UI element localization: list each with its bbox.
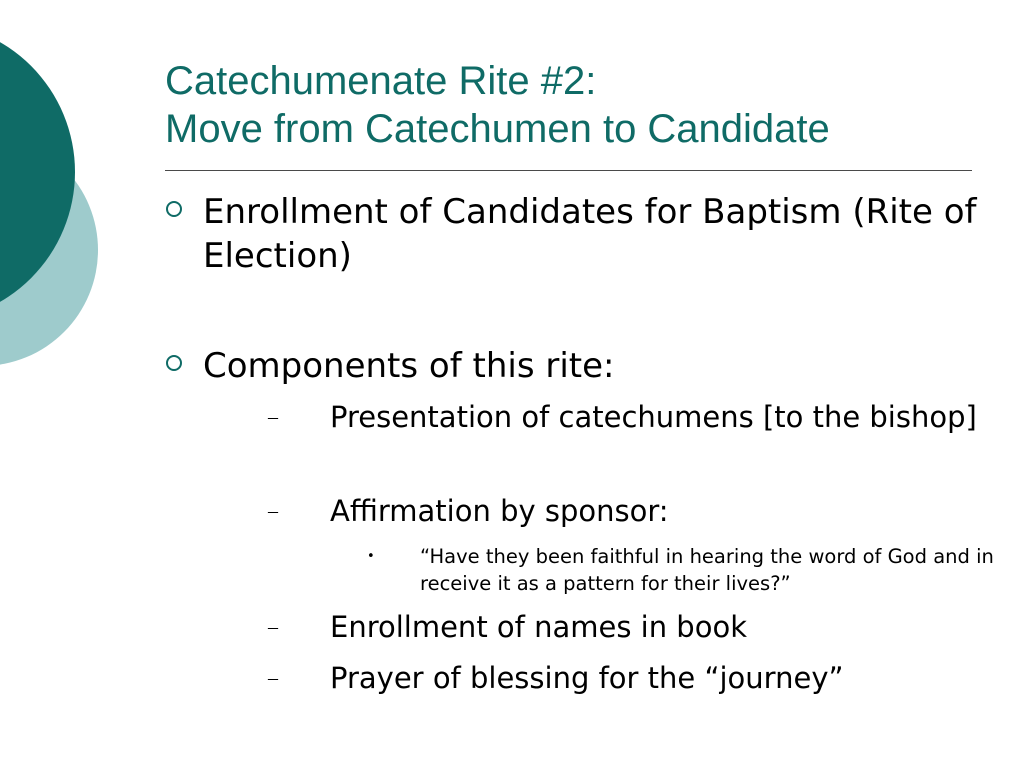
- sub-item-text: Presentation of catechumens [to the bishop]: [330, 400, 977, 434]
- dot-bullet-icon: •: [367, 549, 375, 564]
- circle-bullet-icon: [166, 201, 182, 217]
- title-line-2: Move from Catechumen to Candidate: [165, 107, 830, 151]
- bullet-item: [203, 190, 1003, 278]
- bullet-text: Components of this rite:: [203, 346, 615, 386]
- sub-item: [268, 606, 990, 649]
- quote-item: [367, 543, 1020, 597]
- sub-item-text: Prayer of blessing for the “journey”: [330, 661, 844, 695]
- quote-text: “Have they been faithful in hearing the word of God and in receive it as a pattern for their lives?”: [420, 545, 994, 595]
- title-line-1: Catechumenate Rite #2:: [165, 59, 597, 103]
- circle-bullet-icon: [166, 355, 182, 371]
- sub-item-text: Enrollment of names in book: [330, 610, 747, 644]
- bullet-text: Enrollment of Candidates for Baptism (Rite of Election): [203, 192, 977, 276]
- bullet-item: [203, 344, 1003, 388]
- dash-bullet-icon: –: [268, 616, 278, 638]
- dash-bullet-icon: –: [268, 500, 278, 522]
- sub-item: [268, 396, 990, 439]
- dash-bullet-icon: –: [268, 406, 278, 428]
- dash-bullet-icon: –: [268, 667, 278, 689]
- sub-item: [268, 490, 990, 533]
- sub-item-text: Affirmation by sponsor:: [330, 494, 669, 528]
- sub-item: [268, 657, 990, 700]
